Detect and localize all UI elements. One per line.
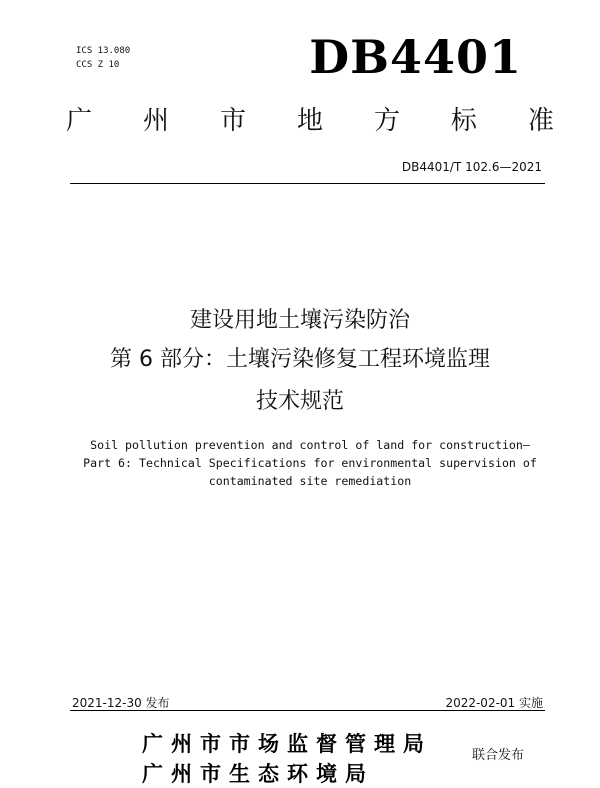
title-cn-line2: 第 6 部分：土壤污染修复工程环境监理	[110, 347, 490, 372]
joint-release-label: 联合发布	[472, 748, 525, 763]
standard-type-char: 市	[219, 106, 246, 136]
title-en-line3: contaminated site remediation	[208, 474, 412, 488]
title-en	[60, 436, 560, 490]
header-divider	[70, 183, 545, 184]
standard-type-char: 方	[373, 106, 400, 136]
standard-type-char: 标	[450, 106, 477, 136]
standard-type-char: 广	[66, 106, 93, 136]
standard-type-char: 准	[527, 106, 554, 136]
ccs-code: CCS Z 10	[76, 60, 120, 70]
db-code: DB4401	[309, 30, 522, 84]
ics-code: ICS 13.080	[76, 46, 131, 56]
issue-date: 2021-12-30 发布	[72, 696, 170, 710]
standard-number: DB4401/T 102.6—2021	[401, 160, 542, 174]
classification-codes	[76, 44, 130, 72]
issuer-name-2: 广州市生态环境局	[142, 761, 374, 786]
issuer-name-1: 广州市市场监督管理局	[142, 731, 432, 756]
title-en-line1: Soil pollution prevention and control of land for construction—	[90, 438, 530, 452]
standard-type-char: 地	[296, 106, 323, 136]
footer-divider	[70, 710, 545, 711]
implement-date: 2022-02-01 实施	[445, 696, 543, 710]
title-en-line2: Part 6: Technical Specifications for environmental supervision of	[83, 456, 537, 470]
title-cn-line3: 技术规范	[255, 389, 344, 414]
title-cn-line1: 建设用地土壤污染防治	[189, 308, 410, 333]
standard-type-char: 州	[142, 106, 169, 136]
standard-type	[66, 100, 554, 137]
